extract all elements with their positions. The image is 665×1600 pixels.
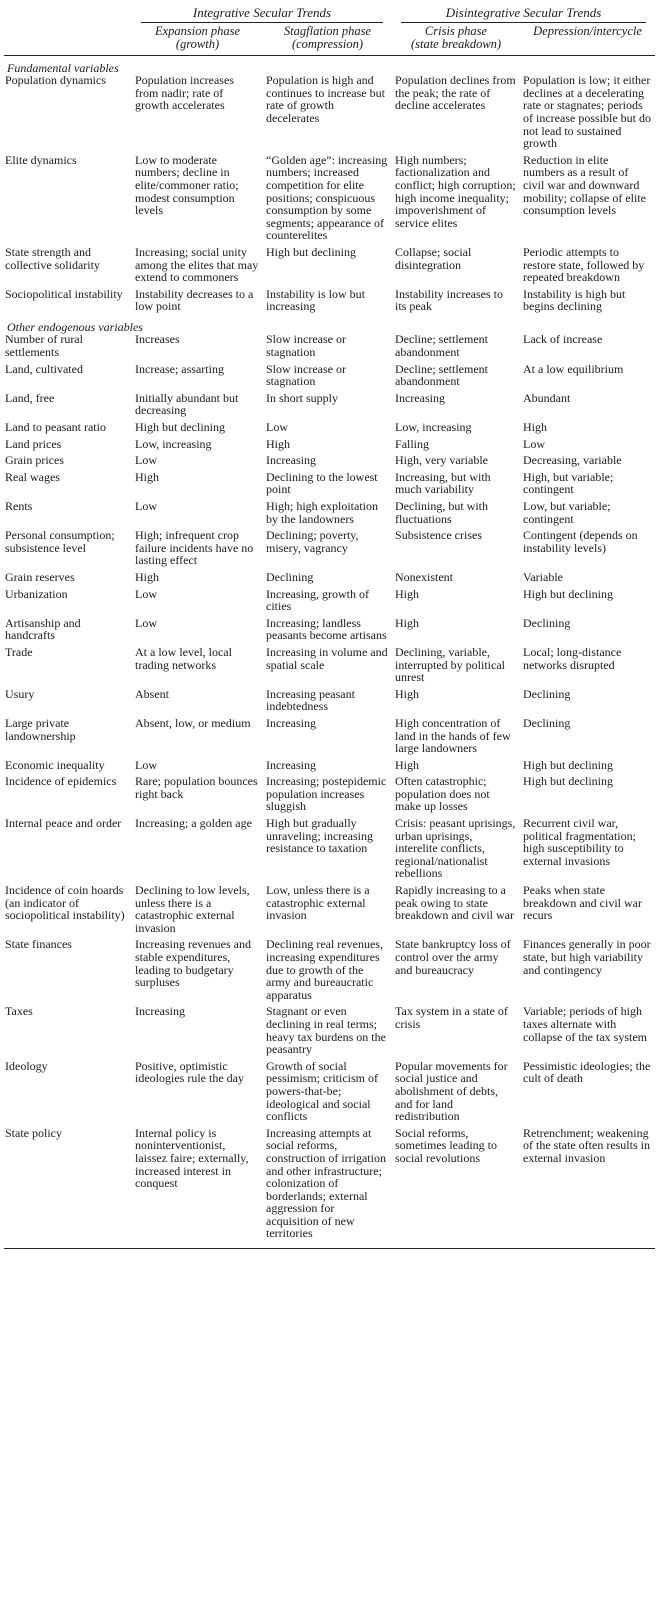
row-label: Taxes <box>5 1004 33 1019</box>
cell-crisis: Falling <box>395 436 430 451</box>
table-row <box>4 617 655 646</box>
cell-crisis: Decline; settlement abandonment <box>395 332 488 360</box>
cell-stagflation: Declining real revenues, increasing expenditures due to growth of the army and bureaucratic apparatus <box>266 937 383 1002</box>
row-label: Ideology <box>5 1058 48 1073</box>
table-row <box>4 438 655 455</box>
row-label: State strength and collective solidarity <box>5 244 100 272</box>
cell-depression: High but declining <box>523 757 614 772</box>
cell-stagflation: Declining to the lowest point <box>266 469 378 497</box>
cell-crisis: High <box>395 686 420 701</box>
cell-stagflation: Increasing <box>266 757 316 772</box>
table-row <box>4 646 655 688</box>
table-row <box>4 471 655 500</box>
cell-depression: Decreasing, variable <box>523 453 622 468</box>
table-row <box>4 333 655 362</box>
cell-crisis: Declining, variable, interrupted by political unrest <box>395 644 505 685</box>
cell-expansion: Absent <box>135 686 169 701</box>
cell-stagflation: Declining; poverty, misery, vagrancy <box>266 528 359 555</box>
row-label: Grain prices <box>5 453 64 468</box>
cell-stagflation: Declining <box>266 569 314 584</box>
table-row <box>4 1005 655 1059</box>
cell-stagflation: Growth of social pessimism; criticism of powers-that-be; ideological and social conflicts <box>266 1058 378 1124</box>
cell-depression: Local; long-distance networks disrupted <box>523 644 622 672</box>
cell-expansion: Increasing <box>135 1004 185 1019</box>
cell-depression: High, but variable; contingent <box>523 469 614 497</box>
row-label: Grain reserves <box>5 569 75 584</box>
table-row <box>4 363 655 392</box>
cell-crisis: Tax system in a state of crisis <box>395 1004 508 1031</box>
cell-expansion: Declining to low levels, unless there is a catastrophic external invasion <box>135 883 250 935</box>
cell-stagflation: In short supply <box>266 390 338 405</box>
cell-expansion: Low, increasing <box>135 436 212 451</box>
cell-stagflation: High but gradually unraveling; increasing resistance to taxation <box>266 816 373 856</box>
cell-depression: Contingent (depends on instability levels) <box>523 528 638 555</box>
row-label: Economic inequality <box>5 757 105 772</box>
cell-expansion: Low <box>135 615 157 630</box>
cell-expansion: Positive, optimistic ideologies rule the day <box>135 1058 244 1086</box>
cell-expansion: Absent, low, or medium <box>135 715 251 730</box>
cell-expansion: Increase; assarting <box>135 361 224 376</box>
cell-stagflation: Population is high and continues to increase but rate of growth decelerates <box>266 73 385 125</box>
cell-crisis: High concentration of land in the hands of few large landowners <box>395 715 511 756</box>
row-label: Rents <box>5 499 33 513</box>
cell-stagflation: Increasing; landless peasants become artisans <box>266 615 387 643</box>
cell-depression: Abundant <box>523 390 571 405</box>
section-header-row <box>4 55 655 74</box>
cell-stagflation: Increasing, growth of cities <box>266 586 369 614</box>
row-label: State finances <box>5 937 72 952</box>
table-row <box>4 688 655 717</box>
table-header <box>4 4 655 55</box>
table-row <box>4 454 655 471</box>
cell-expansion: Low <box>135 757 157 772</box>
cell-depression: Low <box>523 436 546 451</box>
cell-expansion: Instability decreases to a low point <box>135 286 254 314</box>
cell-crisis: High, very variable <box>395 453 488 468</box>
table-row <box>4 1060 655 1127</box>
cell-crisis: Popular movements for social justice and abolishment of debts, and for land redistribution <box>395 1058 508 1124</box>
table-row <box>4 246 655 288</box>
cell-crisis: Subsistence crises <box>395 528 482 543</box>
table-row <box>4 74 655 154</box>
row-label: Large private landownership <box>5 715 76 743</box>
cell-expansion: Rare; population bounces right back <box>135 774 258 801</box>
table-row <box>4 288 655 317</box>
cell-crisis: Decline; settlement abandonment <box>395 361 488 389</box>
cell-crisis: High <box>395 757 420 772</box>
cell-depression: Finances generally in poor state, but high variability and contingency <box>523 937 651 977</box>
cell-expansion: Low <box>135 586 157 601</box>
cell-depression: At a low equilibrium <box>523 361 624 376</box>
cell-depression: Recurrent civil war, political fragmentation; high susceptibility to external invasions <box>523 816 636 868</box>
row-label: Real wages <box>5 469 60 484</box>
cell-depression: Declining <box>523 686 571 701</box>
row-label: Incidence of coin hoards (an indicator of sociopolitical instability) <box>5 883 125 923</box>
row-label: Incidence of epidemics <box>5 774 117 789</box>
cell-stagflation: Slow increase or stagnation <box>266 332 346 360</box>
row-label: State policy <box>4 1127 132 1249</box>
cell-stagflation: Increasing attempts at social reforms, construction of irrigation and other infrastructure; colonization of borderlands; external aggression for acquisition of new territories <box>263 1127 392 1249</box>
row-label: Land to peasant ratio <box>5 420 106 435</box>
cell-crisis: State bankruptcy loss of control over the army and bureaucracy <box>395 937 511 977</box>
cell-stagflation: High <box>266 436 290 451</box>
table-row <box>4 571 655 588</box>
table-row <box>4 775 655 817</box>
row-label: Number of rural settlements <box>5 332 83 360</box>
cell-stagflation: Slow increase or stagnation <box>266 361 346 389</box>
table-row <box>4 500 655 529</box>
cell-depression: Low, but variable; contingent <box>523 499 611 526</box>
table-row <box>4 884 655 938</box>
cell-crisis: Collapse; social disintegration <box>395 244 472 272</box>
table-row <box>4 588 655 617</box>
cell-expansion: Population increases from nadir; rate of growth accelerates <box>135 73 234 113</box>
row-label: Usury <box>5 686 35 701</box>
phase-header-stagflation: Stagflation phase (compression) <box>263 25 392 56</box>
cell-expansion: Internal policy is noninterventionist, laissez faire; externally, increased interest in conquest <box>132 1127 263 1249</box>
cell-crisis: Low, increasing <box>395 420 472 435</box>
table-row <box>4 717 655 759</box>
cell-depression: Lack of increase <box>523 332 603 347</box>
cell-depression: Reduction in elite numbers as a result of civil war and downward mobility; collapse of elite consumption levels <box>523 152 646 218</box>
cell-stagflation: Increasing <box>266 715 316 730</box>
group-header-integrative: Integrative Secular Trends <box>132 4 392 25</box>
cell-expansion: Low <box>135 499 157 513</box>
cell-expansion: Initially abundant but decreasing <box>135 390 239 418</box>
cell-crisis: Declining, but with fluctuations <box>395 499 489 526</box>
table-row <box>4 529 655 571</box>
table-row <box>4 392 655 421</box>
cell-expansion: High; infrequent crop failure incidents have no lasting effect <box>135 528 254 568</box>
cell-stagflation: Increasing in volume and spatial scale <box>266 644 388 672</box>
row-label: Land, cultivated <box>5 361 83 376</box>
table-row <box>4 938 655 1005</box>
phase-header-crisis: Crisis phase (state breakdown) <box>392 25 520 56</box>
cell-crisis: High <box>395 615 420 630</box>
cell-depression: Declining <box>523 615 571 630</box>
cell-expansion: High <box>135 469 159 484</box>
cell-expansion: Low <box>135 453 157 468</box>
cell-crisis: Instability increases to its peak <box>395 286 503 314</box>
cell-depression: Population is low; it either declines at a decelerating rate or stagnates; periods of increase possible but do not lead to sustained growth <box>523 73 651 151</box>
cell-stagflation: “Golden age”: increasing numbers; increased competition for elite positions; conspicuous consumption by some segments; appearance of counterelites <box>266 152 388 243</box>
cell-crisis: Population declines from the peak; the rate of decline accelerates <box>395 73 516 113</box>
cell-stagflation: Stagnant or even declining in real terms; heavy tax burdens on the peasantry <box>266 1004 386 1057</box>
table-row <box>4 817 655 884</box>
cell-expansion: Increases <box>135 332 180 347</box>
cell-crisis: Nonexistent <box>395 569 454 584</box>
cell-depression: High but declining <box>523 774 614 789</box>
row-label: Land prices <box>5 436 62 451</box>
row-label: Artisanship and handcrafts <box>5 615 81 643</box>
row-label: Population dynamics <box>5 73 106 88</box>
cell-expansion: Increasing revenues and stable expenditures, leading to budgetary surpluses <box>135 937 251 990</box>
cell-depression: Variable <box>523 569 563 584</box>
phase-header-depression: Depression/intercycle <box>520 25 655 56</box>
cell-expansion: Increasing; a golden age <box>135 816 252 831</box>
cell-depression: Instability is high but begins declining <box>523 286 626 314</box>
header-blank <box>4 4 132 25</box>
cell-stagflation: Low <box>266 420 288 435</box>
cell-stagflation: Increasing; postepidemic population increases sluggish <box>266 774 387 814</box>
cell-depression: Peaks when state breakdown and civil war recurs <box>523 883 642 923</box>
cell-crisis: High <box>395 586 420 601</box>
cell-depression: High <box>523 420 548 435</box>
row-label: Trade <box>5 644 33 659</box>
cell-depression: Pessimistic ideologies; the cult of death <box>523 1058 651 1086</box>
secular-trends-table <box>4 4 655 1249</box>
cell-crisis: Increasing, but with much variability <box>395 469 491 497</box>
table-body <box>4 55 655 1248</box>
row-label: Urbanization <box>5 586 68 601</box>
table-row <box>4 421 655 438</box>
cell-expansion: Increasing; social unity among the elites that may extend to commoners <box>135 244 259 285</box>
cell-crisis: Rapidly increasing to a peak owing to state breakdown and civil war <box>395 883 514 923</box>
cell-expansion: High <box>135 569 159 584</box>
cell-stagflation: Instability is low but increasing <box>266 286 365 314</box>
cell-crisis: High numbers; factionalization and conflict; high corruption; high income inequality; impoverishment of service elites <box>395 152 516 230</box>
cell-expansion: Low to moderate numbers; decline in elite/commoner ratio; modest consumption levels <box>135 152 239 218</box>
cell-stagflation: Increasing peasant indebtedness <box>266 686 355 714</box>
cell-stagflation: High but declining <box>266 244 356 259</box>
table-row <box>4 154 655 246</box>
cell-crisis: Social reforms, sometimes leading to social revolutions <box>392 1127 520 1249</box>
cell-depression: Retrenchment; weakening of the state often results in external invasion <box>520 1127 655 1249</box>
cell-expansion: High but declining <box>135 420 225 435</box>
cell-crisis: Often catastrophic; population does not make up losses <box>395 774 490 814</box>
cell-stagflation: Increasing <box>266 453 316 468</box>
section-header-row <box>4 317 655 334</box>
cell-crisis: Increasing <box>395 390 445 405</box>
row-label: Internal peace and order <box>5 816 122 831</box>
row-label: Elite dynamics <box>5 152 77 167</box>
table-row <box>4 759 655 776</box>
cell-stagflation: Low, unless there is a catastrophic external invasion <box>266 883 370 923</box>
header-blank-2 <box>4 25 132 56</box>
group-header-disintegrative: Disintegrative Secular Trends <box>392 4 655 25</box>
cell-expansion: At a low level, local trading networks <box>135 644 232 672</box>
row-label: Personal consumption; subsistence level <box>5 528 115 555</box>
cell-depression: High but declining <box>523 586 614 601</box>
table-row <box>4 1127 655 1249</box>
cell-depression: Declining <box>523 715 571 730</box>
cell-crisis: Crisis: peasant uprisings, urban uprisings, interelite conflicts, regional/nationalist rebellions <box>395 816 516 881</box>
cell-stagflation: High; high exploitation by the landowners <box>266 499 378 526</box>
row-label: Sociopolitical instability <box>5 286 123 301</box>
section-title: Other endogenous variables <box>7 319 143 334</box>
cell-depression: Variable; periods of high taxes alternate with collapse of the tax system <box>523 1004 647 1044</box>
phase-header-expansion: Expansion phase (growth) <box>132 25 263 56</box>
section-title: Fundamental variables <box>7 60 119 75</box>
cell-depression: Periodic attempts to restore state, followed by repeated breakdown <box>523 244 645 285</box>
row-label: Land, free <box>5 390 55 405</box>
